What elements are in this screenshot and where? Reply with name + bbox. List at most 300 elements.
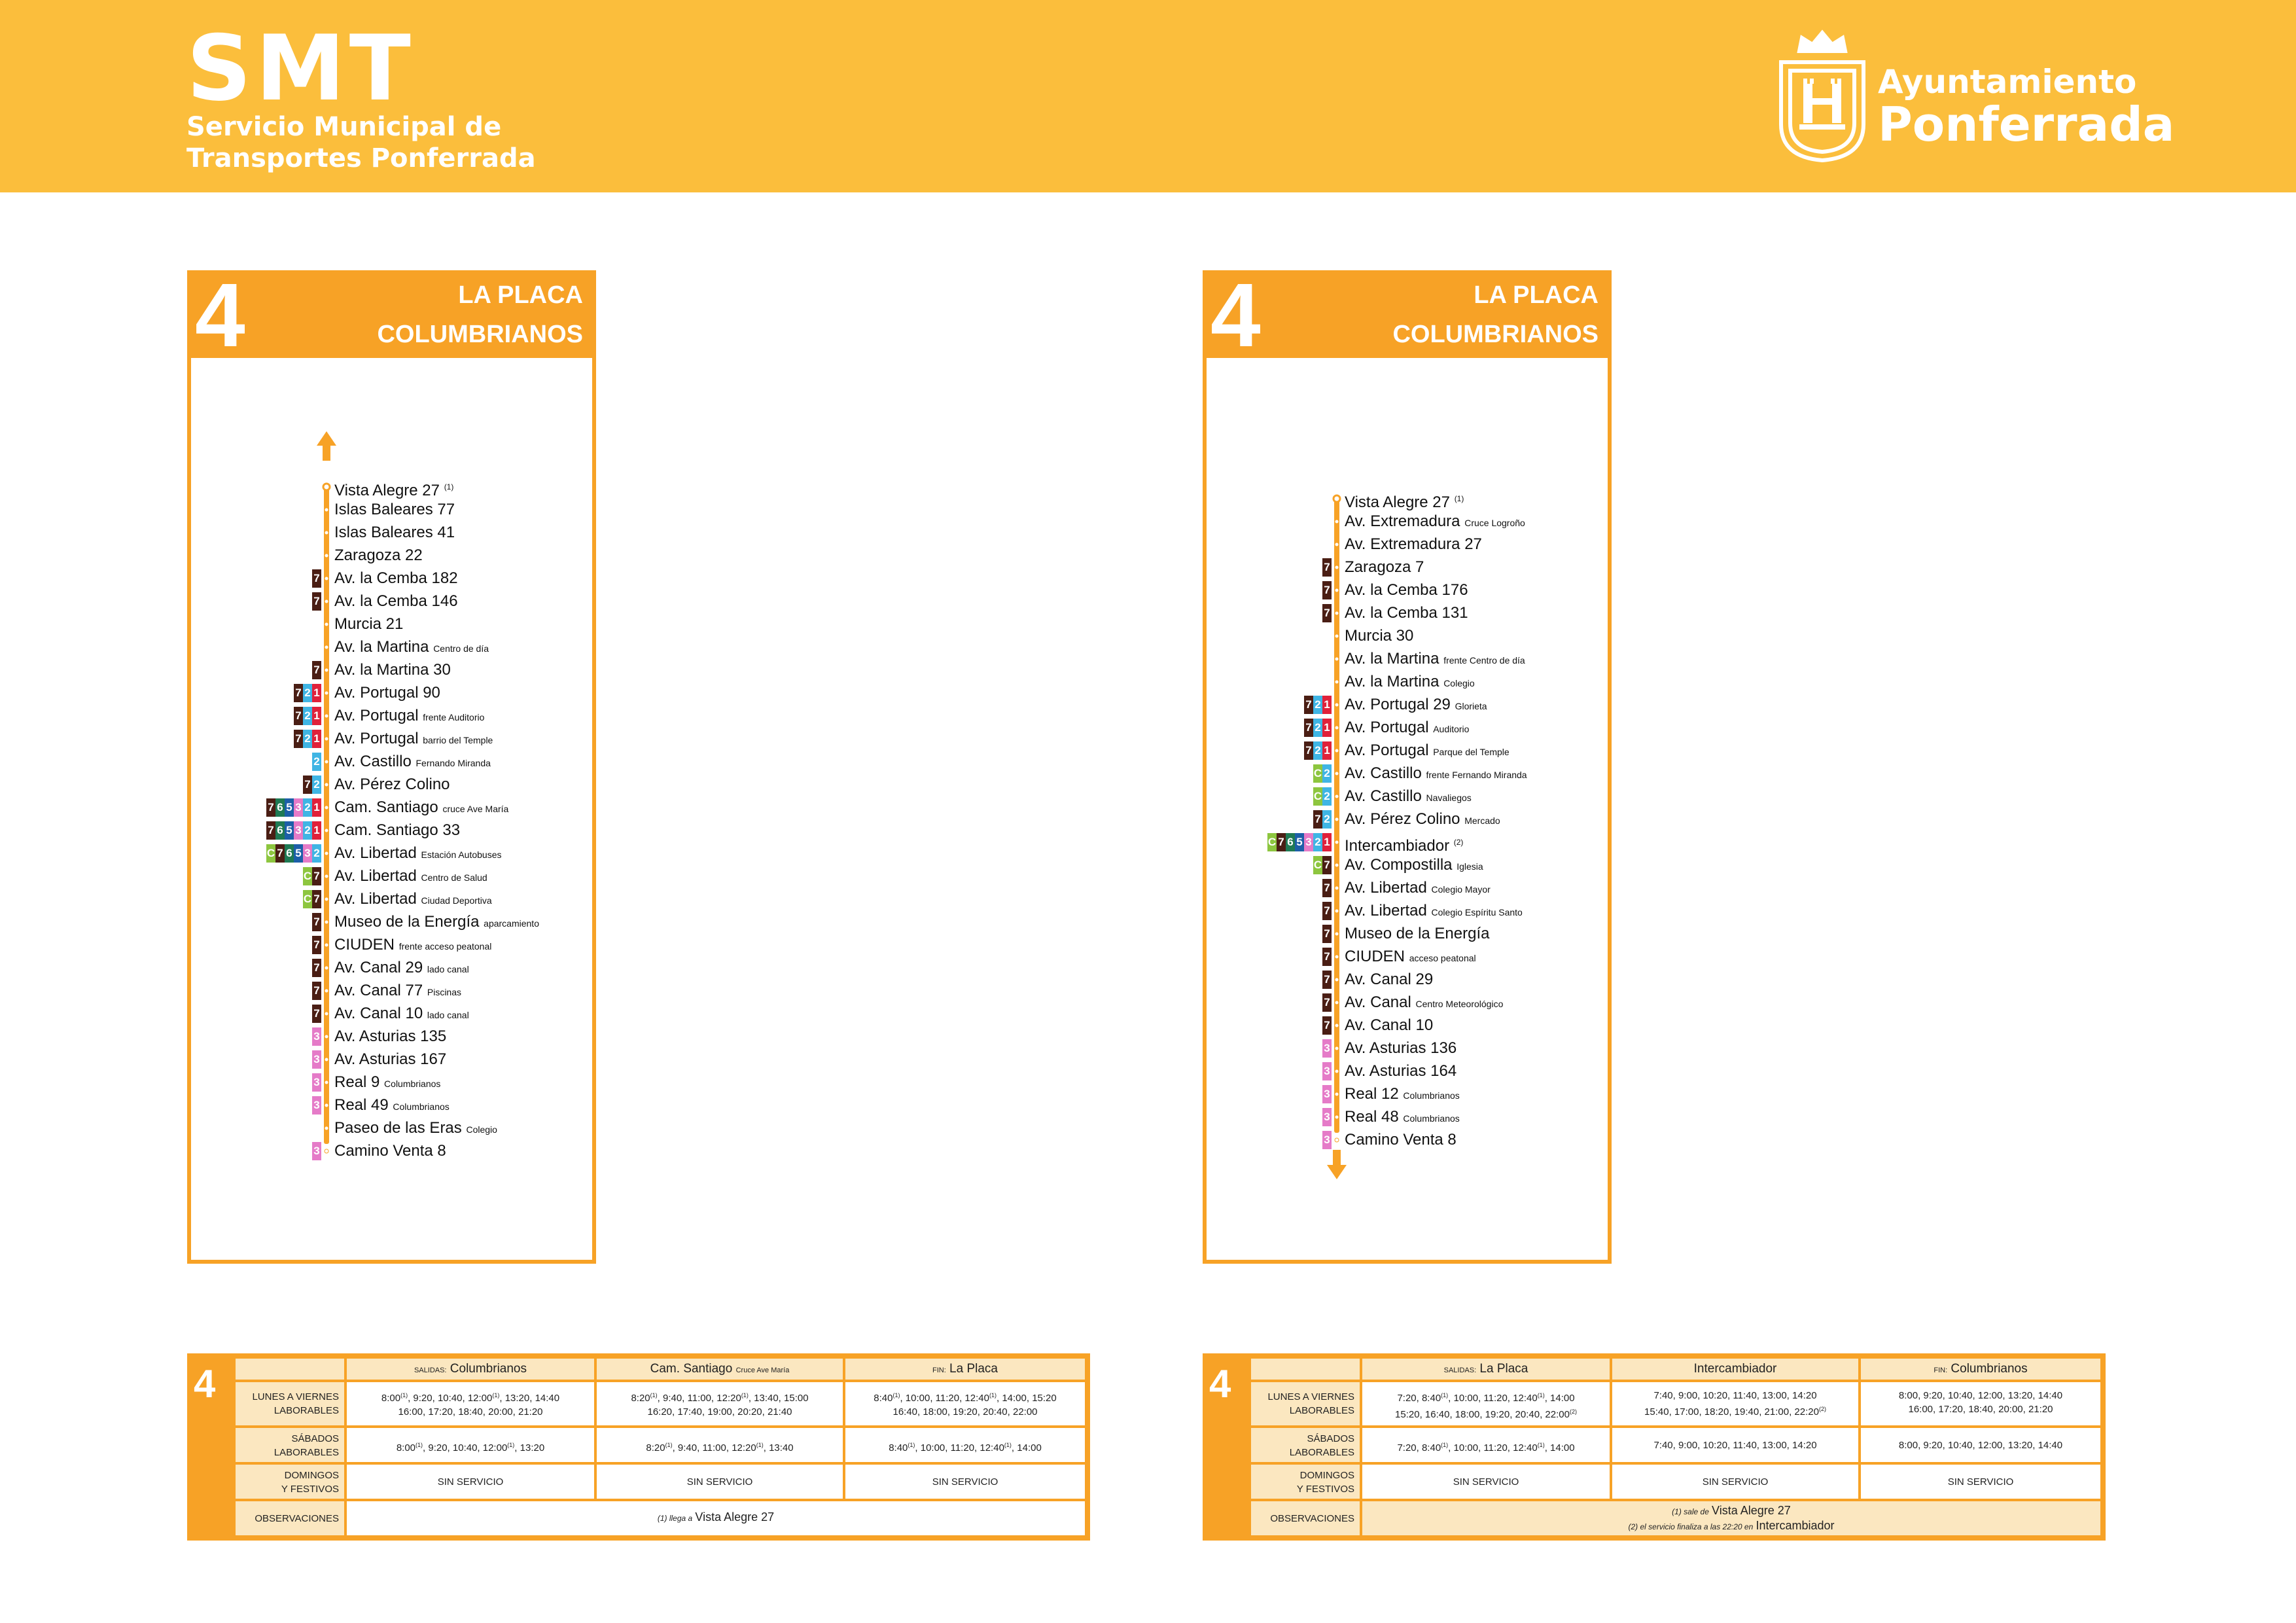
- line-badge-7: 7: [312, 592, 321, 611]
- line-badge-2: 2: [1313, 696, 1322, 714]
- line-badge-3: 3: [312, 1050, 321, 1069]
- timetable-cell: [1860, 1381, 2102, 1427]
- stop-label: [334, 798, 508, 819]
- stop-marker: [325, 691, 328, 695]
- line-badge-6: 6: [1286, 833, 1295, 851]
- timetable-row-label: [234, 1463, 345, 1500]
- stop-name-text: Av. Compostilla: [1345, 856, 1453, 874]
- timetable-times: SIN SERVICIO: [1453, 1476, 1519, 1488]
- timetable-row-label: [1250, 1500, 1361, 1537]
- stop-name-text: Av. la Cemba 146: [334, 592, 458, 610]
- stop-label: [334, 477, 453, 501]
- ayuntamiento-label: Ayuntamiento: [1878, 63, 2137, 101]
- timetable-times: 8:00, 9:20, 10:40, 12:00, 13:20, 14:40: [1898, 1390, 2063, 1401]
- direction-arrow-icon: [1327, 1150, 1347, 1179]
- stop-marker: [1335, 726, 1339, 730]
- line-badge-7: 7: [312, 913, 321, 931]
- stop-name-text: Av. Portugal 29: [1345, 696, 1451, 713]
- stop-marker: [1335, 932, 1339, 936]
- line-badge-c: C: [1313, 787, 1322, 806]
- stop-marker: [325, 1126, 328, 1130]
- timetable-cell: [1860, 1463, 2102, 1500]
- route-diagram: [191, 358, 592, 1261]
- stop-detail: barrio del Temple: [423, 735, 493, 745]
- stop-name-text: Cam. Santiago: [334, 798, 438, 816]
- line-badge-7: 7: [1322, 1016, 1332, 1035]
- route-diagram: [1207, 358, 1608, 1261]
- column-prefix: FIN:: [1934, 1366, 1948, 1374]
- line-badge-2: 2: [312, 844, 321, 863]
- timetable-cell: [1611, 1427, 1860, 1463]
- stop-marker: [1335, 1001, 1339, 1005]
- line-badge-2: 2: [1313, 833, 1322, 851]
- stop-marker: [1335, 840, 1339, 844]
- row-label-line-2: LABORABLES: [274, 1447, 339, 1458]
- stop-label: [334, 1027, 446, 1046]
- stop-marker: [325, 577, 328, 580]
- line-badge-7: 7: [275, 844, 285, 863]
- line-badge-c: C: [303, 867, 312, 885]
- note-ref: (1): [892, 1392, 900, 1399]
- stop-name-text: Av. Portugal: [1345, 719, 1429, 736]
- stop-name-text: Av. Portugal: [334, 730, 419, 747]
- stop-name-text: Av. Canal: [1345, 993, 1411, 1011]
- timetable-times: 16:40, 18:00, 19:20, 20:40, 22:00: [892, 1406, 1038, 1418]
- timetable-2: [1203, 1353, 2106, 1541]
- timetable-times: SIN SERVICIO: [437, 1476, 504, 1488]
- stop-detail: acceso peatonal: [1409, 953, 1476, 963]
- stop-name-text: Av. Asturias 167: [334, 1050, 447, 1068]
- stop-marker: [325, 989, 328, 993]
- stop-detail: Navaliegos: [1426, 793, 1472, 803]
- line-badge-6: 6: [275, 821, 285, 840]
- observation-text: (1) sale de: [1672, 1507, 1709, 1516]
- stop-marker: [325, 829, 328, 832]
- note-ref: (1): [415, 1442, 423, 1448]
- line-badge-7: 7: [1322, 948, 1332, 966]
- note-ref: (1): [741, 1392, 749, 1399]
- stop-label: [334, 981, 461, 1002]
- ayuntamiento-logo: [1773, 26, 2175, 170]
- note-ref: (1): [756, 1442, 764, 1448]
- line-badge-7: 7: [266, 798, 275, 817]
- stop-label: [334, 569, 458, 588]
- stop-name-text: Av. Asturias 136: [1345, 1039, 1457, 1057]
- column-stop-name: La Placa: [1479, 1362, 1528, 1376]
- stop-label: [334, 889, 492, 910]
- stop-name-text: CIUDEN: [334, 936, 395, 954]
- stop-marker: [325, 1012, 328, 1016]
- stop-detail: Columbrianos: [393, 1101, 450, 1112]
- stop-name-text: Av. la Martina: [1345, 650, 1439, 668]
- stop-detail: frente acceso peatonal: [398, 941, 492, 952]
- stop-label: [334, 1073, 440, 1094]
- destination-2: COLUMBRIANOS: [377, 321, 583, 348]
- stop-marker: [325, 714, 328, 718]
- line-badge-1: 1: [312, 707, 321, 725]
- stop-detail: frente Auditorio: [423, 712, 485, 722]
- route-panel-header: [191, 265, 592, 366]
- column-stop-name: La Placa: [949, 1362, 998, 1376]
- line-badge-c: C: [303, 890, 312, 908]
- line-number: 4: [1210, 265, 1261, 366]
- timetable-row-label: [234, 1427, 345, 1463]
- stop-detail: aparcamiento: [484, 918, 539, 929]
- stop-name-text: Real 9: [334, 1073, 380, 1091]
- line-badge-7: 7: [1322, 879, 1332, 897]
- stop-name-text: Av. la Cemba 131: [1345, 604, 1468, 622]
- column-stop-name: Columbrianos: [1951, 1362, 2028, 1376]
- stop-marker: [1335, 794, 1339, 798]
- stop-marker: [325, 622, 328, 626]
- line-badge-7: 7: [266, 821, 275, 840]
- row-label-line-1: LUNES A VIERNES: [1267, 1391, 1354, 1402]
- timetable-times: 16:20, 17:40, 19:00, 20:20, 21:40: [647, 1406, 792, 1418]
- line-badge-3: 3: [312, 1027, 321, 1046]
- line-badge-3: 3: [312, 1073, 321, 1092]
- column-stop-name: Intercambiador: [1693, 1362, 1777, 1376]
- stop-marker: [325, 783, 328, 787]
- stop-name-text: Av. Portugal: [1345, 741, 1429, 759]
- observation-text: (1) llega a: [657, 1514, 693, 1523]
- timetable-times: 16:00, 17:20, 18:40, 20:00, 21:20: [1908, 1404, 2053, 1415]
- line-badge-7: 7: [1322, 856, 1332, 874]
- observations-cell: [1361, 1500, 2102, 1537]
- stop-label: [1345, 1039, 1457, 1058]
- stop-detail: Colegio Mayor: [1431, 884, 1491, 895]
- stop-name-text: Real 48: [1345, 1108, 1399, 1126]
- column-prefix: FIN:: [932, 1366, 946, 1374]
- observations-label: OBSERVACIONES: [1270, 1513, 1354, 1524]
- line-badge-1: 1: [1322, 741, 1332, 760]
- stop-name-text: Av. Pérez Colino: [1345, 810, 1460, 828]
- timetable-cell: [595, 1463, 844, 1500]
- stop-detail: Glorieta: [1455, 701, 1487, 711]
- line-badge-2: 2: [312, 753, 321, 771]
- stop-label: [334, 660, 451, 680]
- stop-label: [1345, 741, 1510, 762]
- stop-marker: [1335, 749, 1339, 753]
- stop-detail: Ciudad Deportiva: [421, 895, 492, 906]
- timetable-cell: [1611, 1381, 1860, 1427]
- timetable-cell: [1860, 1427, 2102, 1463]
- line-badge-7: 7: [312, 569, 321, 588]
- note-ref: (1): [507, 1442, 515, 1448]
- timetable-row-label: [1250, 1463, 1361, 1500]
- timetable-line-number: 4: [1209, 1362, 1231, 1406]
- stop-label: [1345, 512, 1525, 533]
- stop-marker: [1335, 1046, 1339, 1050]
- timetable-row-label: [234, 1500, 345, 1537]
- stop-marker: [1335, 703, 1339, 707]
- stop-marker: [1335, 634, 1339, 638]
- stop-label: [1345, 878, 1491, 899]
- line-badge-1: 1: [312, 821, 321, 840]
- stop-name-text: Vista Alegre 27: [1345, 493, 1451, 511]
- stop-marker: [325, 599, 328, 603]
- stop-name-text: Vista Alegre 27: [334, 482, 440, 499]
- stop-name-text: Av. Libertad: [1345, 879, 1427, 897]
- stop-name-text: Av. Libertad: [334, 867, 417, 885]
- line-badge-2: 2: [1322, 764, 1332, 783]
- stop-label: [334, 637, 489, 658]
- line-badge-1: 1: [1322, 696, 1332, 714]
- observation-text: (2) el servicio finaliza a las 22:20 en: [1628, 1522, 1754, 1531]
- stop-label: [1345, 718, 1469, 739]
- stop-label: [1345, 901, 1523, 922]
- timetable-cell: [1361, 1463, 1611, 1500]
- stop-name-text: Zaragoza 7: [1345, 558, 1424, 576]
- stop-marker: [325, 645, 328, 649]
- line-badge-2: 2: [303, 707, 312, 725]
- stop-label: [334, 775, 450, 794]
- stop-marker: [325, 897, 328, 901]
- observation-note: [1362, 1519, 2100, 1534]
- stop-name-text: Av. la Martina: [334, 638, 429, 656]
- stop-label: [334, 1096, 450, 1116]
- route-panel-2: [1203, 265, 1612, 1264]
- stop-name-text: Camino Venta 8: [1345, 1131, 1457, 1149]
- stop-label: [1345, 558, 1424, 577]
- stop-marker: [1335, 978, 1339, 982]
- route-line: [324, 486, 329, 1144]
- note-ref: (2): [1818, 1406, 1826, 1412]
- line-badge-1: 1: [1322, 833, 1332, 851]
- stop-label: [1345, 764, 1527, 785]
- stop-note-ref: (1): [444, 482, 454, 491]
- timetable-times: 16:00, 17:20, 18:40, 20:00, 21:20: [398, 1406, 543, 1418]
- stop-label: [334, 752, 491, 773]
- timetable-line-strip: [1207, 1357, 1250, 1537]
- stop-detail: lado canal: [427, 1010, 469, 1020]
- timetable-1: [187, 1353, 1090, 1541]
- stop-marker: [1335, 680, 1339, 684]
- stop-detail: lado canal: [427, 964, 469, 974]
- stop-detail: Centro Meteorológico: [1415, 999, 1504, 1009]
- stop-name-text: Av. Libertad: [334, 844, 417, 862]
- stop-name-text: Av. Castillo: [334, 753, 412, 770]
- stop-detail: Colegio Espíritu Santo: [1431, 907, 1523, 918]
- stop-label: [1345, 672, 1475, 693]
- line-badge-7: 7: [1322, 558, 1332, 577]
- line-badge-7: 7: [303, 776, 312, 794]
- line-badge-1: 1: [312, 730, 321, 748]
- stop-marker: [325, 531, 328, 535]
- line-badge-7: 7: [312, 982, 321, 1000]
- note-ref: (1): [1537, 1442, 1545, 1448]
- line-badge-7: 7: [1322, 993, 1332, 1012]
- stop-label: [334, 935, 491, 956]
- stop-name-text: Av. Libertad: [334, 890, 417, 908]
- stop-label: [1345, 924, 1489, 944]
- observation-place: Vista Alegre 27: [695, 1510, 775, 1524]
- stop-label: [1345, 695, 1487, 716]
- stop-name-text: Av. Canal 29: [1345, 971, 1434, 988]
- timetable-times: 8:20$^{(1)}$, 9:40, 11:00, 12:20$^{(1)}$, 13:40, 15:00: [631, 1392, 809, 1404]
- timetable-line-number: 4: [194, 1362, 216, 1406]
- stop-name-text: Paseo de las Eras: [334, 1119, 462, 1137]
- line-badge-2: 2: [312, 776, 321, 794]
- row-label-line-2: Y FESTIVOS: [1296, 1484, 1354, 1495]
- timetable-times: 8:00$^{(1)}$, 9:20, 10:40, 12:00$^{(1)}$, 13:20: [396, 1442, 545, 1454]
- timetable-cell: [595, 1381, 844, 1427]
- line-badge-3: 3: [1322, 1108, 1332, 1126]
- row-label-line-1: SÁBADOS: [1307, 1433, 1354, 1444]
- line-badge-1: 1: [312, 798, 321, 817]
- line-badge-6: 6: [275, 798, 285, 817]
- line-badge-7: 7: [312, 867, 321, 885]
- ponferrada-label: Ponferrada: [1878, 97, 2175, 152]
- stop-label: [334, 706, 484, 727]
- observation-note: [347, 1510, 1085, 1525]
- timetable-times: 15:40, 17:00, 18:20, 19:40, 21:00, 22:20$^{(2)}$: [1644, 1406, 1826, 1418]
- stop-name-text: Museo de la Energía: [1345, 925, 1490, 942]
- line-badge-7: 7: [294, 707, 303, 725]
- stop-name-text: Av. Canal 77: [334, 982, 423, 999]
- timetable-cell: [844, 1427, 1086, 1463]
- row-label-line-1: SÁBADOS: [291, 1433, 339, 1444]
- stop-marker: [325, 1149, 328, 1153]
- stop-name-text: Av. Canal 29: [334, 959, 423, 976]
- timetable-cell: [1361, 1381, 1611, 1427]
- stop-marker: [325, 966, 328, 970]
- stop-marker: [1335, 657, 1339, 661]
- timetable-column-header: [1361, 1357, 1611, 1381]
- timetable-cell: [844, 1381, 1086, 1427]
- stop-detail: Centro de día: [433, 643, 489, 654]
- row-label-line-2: LABORABLES: [1289, 1405, 1354, 1416]
- stop-name-text: Av. Canal 10: [334, 1005, 423, 1022]
- line-badge-2: 2: [303, 821, 312, 840]
- route-line: [1334, 498, 1339, 1133]
- smt-logo: [186, 16, 536, 174]
- note-ref: (1): [908, 1442, 915, 1448]
- stop-detail: Piscinas: [427, 987, 462, 997]
- line-badge-3: 3: [294, 821, 303, 840]
- stop-name-text: Av. Asturias 135: [334, 1027, 447, 1045]
- header-bar: [0, 0, 2296, 192]
- line-badge-5: 5: [1295, 833, 1304, 851]
- stop-label: [334, 1004, 469, 1025]
- timetable-cell: [844, 1463, 1086, 1500]
- stop-detail: Columbrianos: [1403, 1090, 1460, 1101]
- timetable-cell: [345, 1427, 595, 1463]
- observations-cell: [345, 1500, 1086, 1537]
- line-badge-5: 5: [294, 844, 303, 863]
- line-badge-c: C: [1267, 833, 1277, 851]
- note-ref: (1): [989, 1392, 997, 1399]
- line-badge-7: 7: [1322, 581, 1332, 599]
- stop-label: [1345, 603, 1468, 623]
- stop-label: [1345, 947, 1476, 968]
- stop-label: [334, 1050, 446, 1069]
- stop-label: [334, 546, 423, 565]
- stop-marker: [325, 851, 328, 855]
- stop-marker: [1335, 611, 1339, 615]
- stop-label: [1345, 1061, 1457, 1081]
- stop-label: [1345, 993, 1503, 1014]
- timetable-corner: [234, 1357, 345, 1381]
- line-badge-7: 7: [312, 936, 321, 954]
- timetable-times: SIN SERVICIO: [932, 1476, 998, 1488]
- line-badge-3: 3: [1322, 1039, 1332, 1058]
- stop-detail: Parque del Temple: [1433, 747, 1510, 757]
- line-badge-1: 1: [312, 684, 321, 702]
- timetable-times: SIN SERVICIO: [1947, 1476, 2014, 1488]
- observation-place: Vista Alegre 27: [1712, 1504, 1791, 1517]
- stop-label: [334, 729, 493, 750]
- stop-detail: Cruce Logroño: [1464, 518, 1525, 528]
- stop-detail: Mercado: [1464, 815, 1500, 826]
- observations-label: OBSERVACIONES: [255, 1513, 339, 1524]
- stop-name-text: Av. Extremadura 27: [1345, 535, 1482, 553]
- stop-name-text: Intercambiador: [1345, 837, 1450, 855]
- smt-subtitle-2: Transportes Ponferrada: [186, 143, 536, 173]
- line-badge-7: 7: [294, 684, 303, 702]
- stop-name-text: Islas Baleares 77: [334, 501, 455, 518]
- line-badge-c: C: [1313, 764, 1322, 783]
- timetable-column-header: [844, 1357, 1086, 1381]
- stop-marker: [1335, 863, 1339, 867]
- line-badge-7: 7: [1277, 833, 1286, 851]
- stop-name-text: Av. Pérez Colino: [334, 776, 450, 793]
- line-badge-3: 3: [303, 844, 312, 863]
- stop-name-text: Av. Extremadura: [1345, 512, 1460, 530]
- stop-label: [1345, 1130, 1457, 1150]
- stop-label: [1345, 626, 1413, 646]
- smt-logo-text: SMT: [186, 16, 415, 121]
- stop-marker: [325, 760, 328, 764]
- line-badge-5: 5: [285, 798, 294, 817]
- note-ref: (1): [665, 1442, 673, 1448]
- line-badge-3: 3: [312, 1142, 321, 1160]
- stop-detail: Colegio: [466, 1124, 497, 1135]
- timetable-times: 8:40$^{(1)}$, 10:00, 11:20, 12:40$^{(1)}$, 14:00, 15:20: [874, 1392, 1057, 1404]
- stop-name-text: Camino Venta 8: [334, 1142, 446, 1160]
- stop-label: [1345, 787, 1472, 808]
- line-badge-7: 7: [1304, 696, 1313, 714]
- line-badge-7: 7: [1322, 925, 1332, 943]
- stop-marker: [325, 554, 328, 558]
- stop-marker: [325, 874, 328, 878]
- stop-label: [1345, 489, 1464, 512]
- timetable-times: 8:20$^{(1)}$, 9:40, 11:00, 12:20$^{(1)}$, 13:40: [646, 1442, 794, 1454]
- timetable-times: 8:40$^{(1)}$, 10:00, 11:20, 12:40$^{(1)}$, 14:00: [889, 1442, 1042, 1454]
- stop-name-text: Real 12: [1345, 1085, 1399, 1103]
- line-number: 4: [195, 265, 245, 366]
- stop-detail: Auditorio: [1433, 724, 1470, 734]
- line-badge-7: 7: [312, 959, 321, 977]
- row-label-line-1: DOMINGOS: [1299, 1470, 1354, 1481]
- stop-marker: [1335, 955, 1339, 959]
- stop-detail: Columbrianos: [384, 1079, 441, 1089]
- destination-1: LA PLACA: [1474, 281, 1598, 309]
- stop-marker: [1335, 886, 1339, 890]
- note-ref: (1): [650, 1392, 658, 1399]
- stop-marker: [1335, 520, 1339, 524]
- stop-detail: frente Centro de día: [1443, 655, 1525, 666]
- stop-label: [1345, 855, 1483, 876]
- timetable-column-header: [595, 1357, 844, 1381]
- stop-name-text: Av. Castillo: [1345, 764, 1422, 782]
- line-badge-2: 2: [1313, 719, 1322, 737]
- stop-name-text: Av. la Martina: [1345, 673, 1439, 690]
- stop-marker: [325, 943, 328, 947]
- row-label-line-2: Y FESTIVOS: [281, 1484, 339, 1495]
- line-badge-2: 2: [303, 684, 312, 702]
- stop-marker: [1335, 817, 1339, 821]
- timetable-cell: [1611, 1463, 1860, 1500]
